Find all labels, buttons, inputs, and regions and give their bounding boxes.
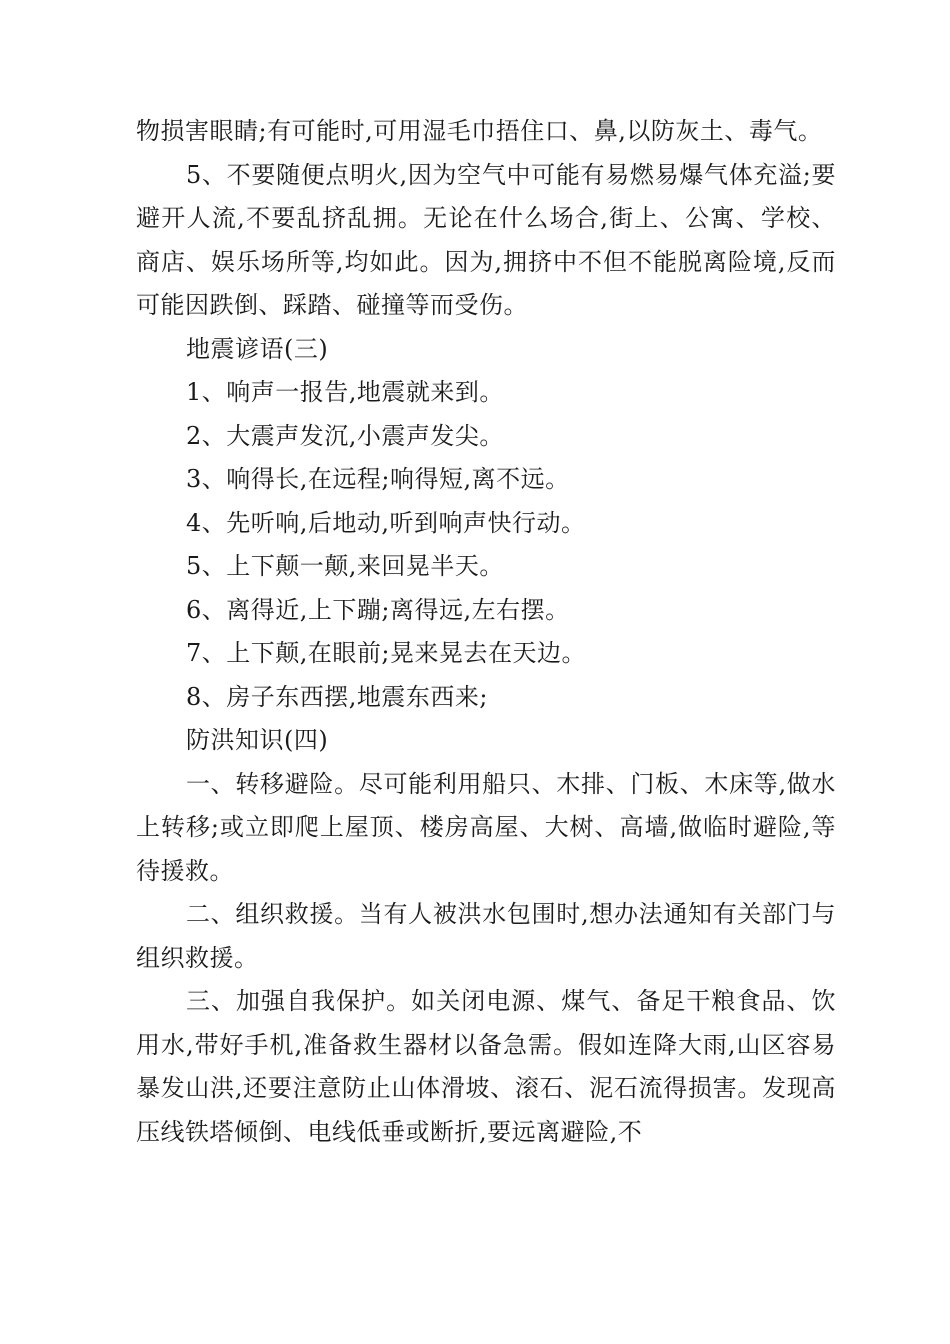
section-heading: 防洪知识(四) — [186, 726, 329, 754]
paragraph-body: 三、加强自我保护。如关闭电源、煤气、备足干粮食品、饮用水,带好手机,准备救生器材以备急需。假如连降大雨,山区容易暴发山洪,还要注意防止山体滑坡、滚石、泥石流得损害。发现高压线铁塔倾倒、电线低垂或断折,要远离避险,不 — [136, 987, 836, 1146]
paragraph-body: 一、转移避险。尽可能利用船只、木排、门板、木床等,做水上转移;或立即爬上屋顶、楼房高屋、大树、高墙,做临时避险,等待援救。 — [136, 769, 836, 885]
paragraph-body: 5、不要随便点明火,因为空气中可能有易燃易爆气体充溢;要避开人流,不要乱挤乱拥。无论在什么场合,街上、公寓、学校、商店、娱乐场所等,均如此。因为,拥挤中不但不能脱离险境,反而可能因跌倒、踩踏、碰撞等而受伤。 — [136, 160, 836, 319]
paragraph-body: 二、组织救援。当有人被洪水包围时,想办法通知有关部门与组织救援。 — [136, 900, 836, 972]
list-item: 5、上下颠一颠,来回晃半天。 — [186, 552, 504, 580]
list-item: 6、离得近,上下蹦;离得远,左右摆。 — [186, 595, 570, 624]
list-item: 7、上下颠,在眼前;晃来晃去在天边。 — [186, 639, 586, 667]
list-item: 1、响声一报告,地震就来到。 — [186, 378, 504, 406]
section-heading: 地震谚语(三) — [186, 334, 329, 363]
list-item: 2、大震声发沉,小震声发尖。 — [186, 421, 504, 450]
list-item: 3、响得长,在远程;响得短,离不远。 — [186, 465, 570, 493]
list-item: 8、房子东西摆,地震东西来; — [186, 682, 488, 711]
document-page — [136, 110, 836, 1154]
paragraph-continuation: 物损害眼睛;有可能时,可用湿毛巾捂住口、鼻,以防灰土、毒气。 — [136, 117, 823, 145]
list-item: 4、先听响,后地动,听到响声快行动。 — [186, 508, 586, 537]
